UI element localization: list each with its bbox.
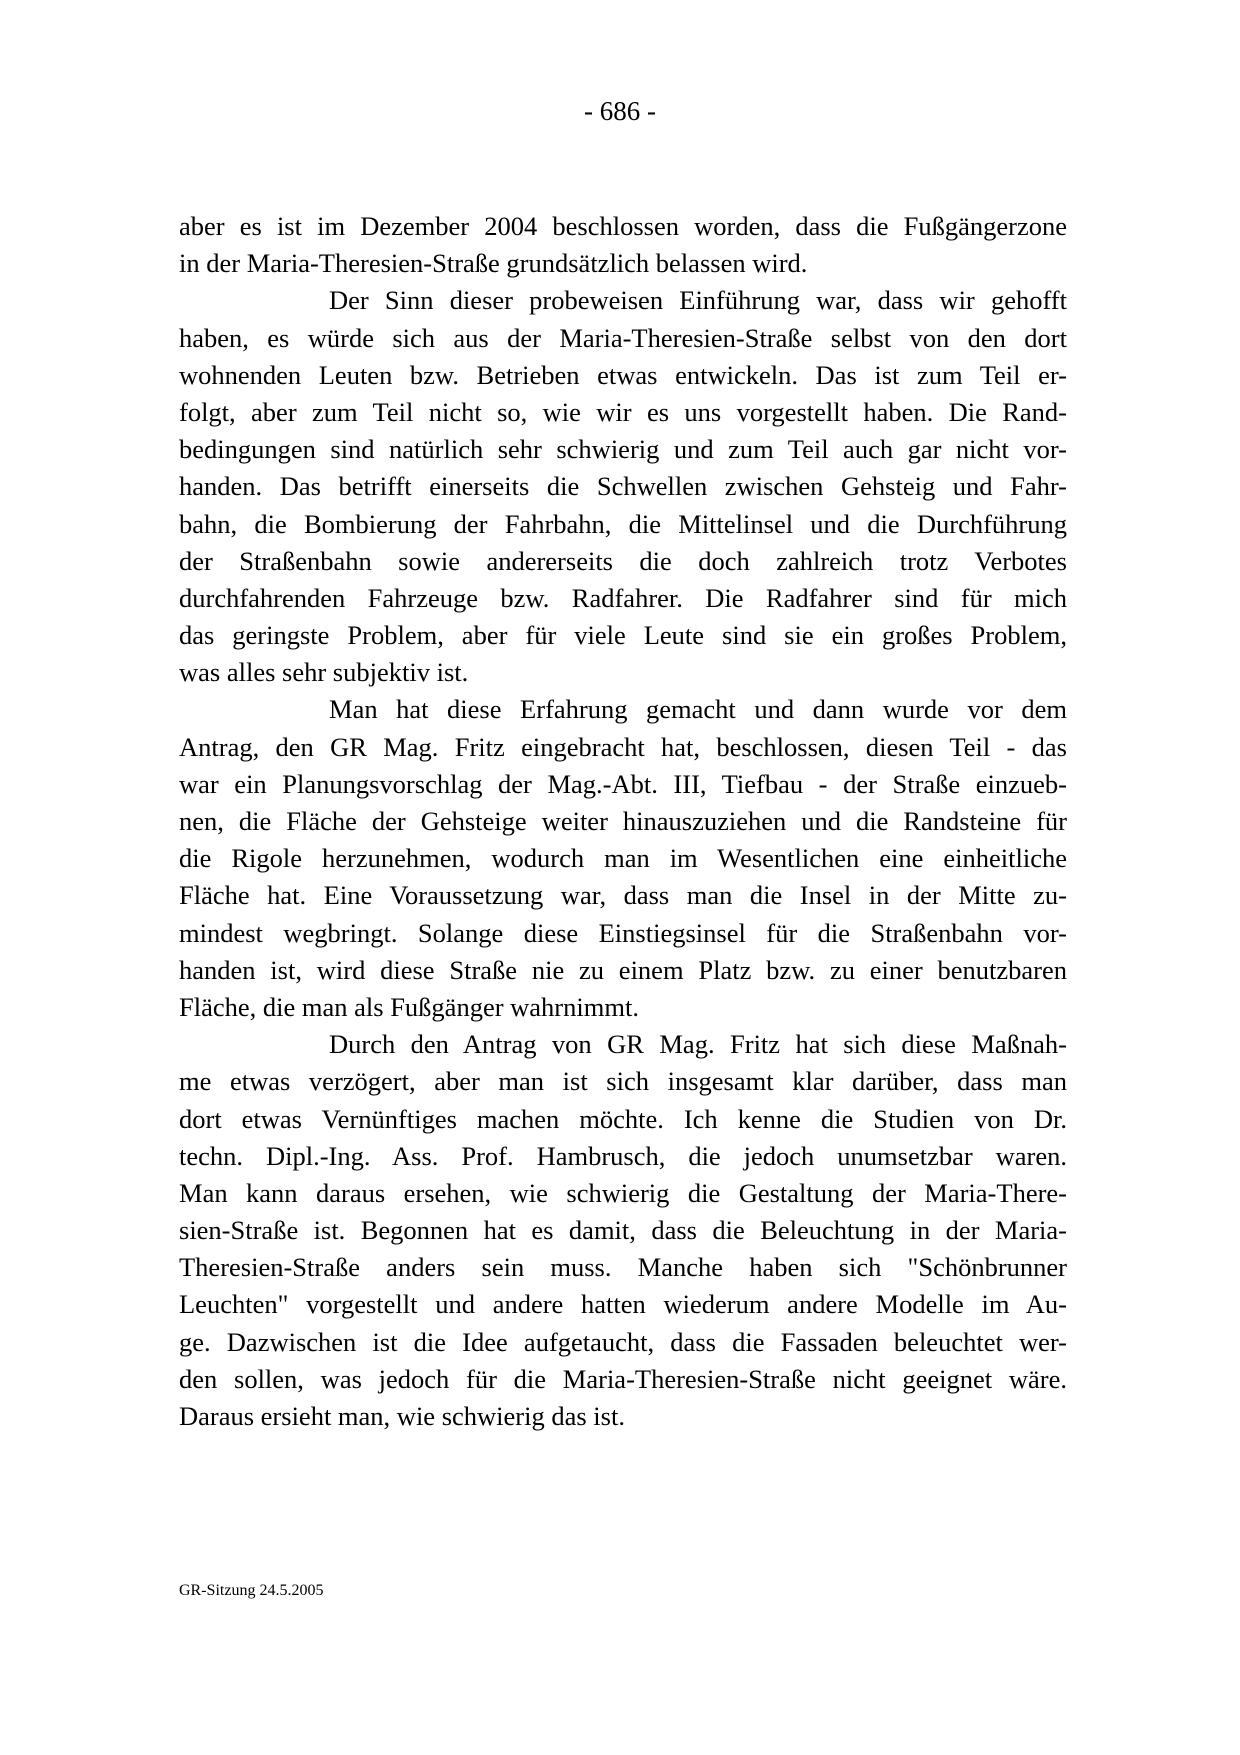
text-line: Man kann daraus ersehen, wie schwierig die Gestaltung der Maria-There-	[179, 1177, 1067, 1208]
text-line: Theresien-Straße anders sein muss. Manche haben sich "Schönbrunner	[179, 1252, 1067, 1283]
paragraph	[179, 691, 1067, 1026]
text-line: Der Sinn dieser probeweisen Einführung war, dass wir gehofft	[329, 285, 1067, 316]
text-line: Daraus ersieht man, wie schwierig das ist.	[179, 1401, 625, 1431]
text-line: aber es ist im Dezember 2004 beschlossen worden, dass die Fußgängerzone	[179, 211, 1067, 241]
text-line: techn. Dipl.-Ing. Ass. Prof. Hambrusch, die jedoch unumsetzbar waren.	[179, 1140, 1067, 1171]
text-line: Antrag, den GR Mag. Fritz eingebracht hat, beschlossen, diesen Teil - das	[179, 731, 1067, 762]
text-line: Durch den Antrag von GR Mag. Fritz hat sich diese Maßnah-	[329, 1029, 1067, 1060]
text-line: bahn, die Bombierung der Fahrbahn, die Mittelinsel und die Durchführung	[179, 508, 1067, 539]
text-line: ge. Dazwischen ist die Idee aufgetaucht, dass die Fassaden beleuchtet wer-	[179, 1326, 1067, 1357]
text-line: Man hat diese Erfahrung gemacht und dann wurde vor dem	[329, 694, 1067, 725]
text-line: handen. Das betrifft einerseits die Schwellen zwischen Gehsteig und Fahr-	[179, 471, 1067, 502]
page-number: - 686 -	[584, 96, 656, 126]
text-line: Fläche, die man als Fußgänger wahrnimmt.	[179, 991, 639, 1022]
paragraph	[179, 208, 1067, 282]
text-line: Leuchten" vorgestellt und andere hatten wiederum andere Modelle im Au-	[179, 1289, 1067, 1320]
text-line: was alles sehr subjektiv ist.	[179, 657, 469, 688]
document-body	[179, 208, 1067, 1435]
text-line: sien-Straße ist. Begonnen hat es damit, dass die Beleuchtung in der Maria-	[179, 1215, 1067, 1246]
text-line: war ein Planungsvorschlag der Mag.-Abt. III, Tiefbau - der Straße einzueb-	[179, 768, 1067, 799]
text-line: folgt, aber zum Teil nicht so, wie wir es uns vorgestellt haben. Die Rand-	[179, 396, 1067, 427]
text-line: wohnenden Leuten bzw. Betrieben etwas entwickeln. Das ist zum Teil er-	[179, 359, 1067, 390]
text-line: me etwas verzögert, aber man ist sich insgesamt klar darüber, dass man	[179, 1066, 1067, 1097]
text-line: nen, die Fläche der Gehsteige weiter hinauszuziehen und die Randsteine für	[179, 806, 1067, 836]
text-line: haben, es würde sich aus der Maria-Theresien-Straße selbst von den dort	[179, 322, 1067, 353]
text-line: mindest wegbringt. Solange diese Einstiegsinsel für die Straßenbahn vor-	[179, 917, 1067, 948]
text-line: Fläche hat. Eine Voraussetzung war, dass man die Insel in der Mitte zu-	[179, 880, 1067, 911]
text-line: dort etwas Vernünftiges machen möchte. Ich kenne die Studien von Dr.	[179, 1103, 1067, 1134]
paragraph	[179, 282, 1067, 691]
text-line: durchfahrenden Fahrzeuge bzw. Radfahrer. Die Radfahrer sind für mich	[179, 582, 1067, 613]
paragraph	[179, 1026, 1067, 1435]
text-line: das geringste Problem, aber für viele Leute sind sie ein großes Problem,	[179, 620, 1067, 651]
text-line: die Rigole herzunehmen, wodurch man im Wesentlichen eine einheitliche	[179, 843, 1067, 874]
text-line: in der Maria-Theresien-Straße grundsätzlich belassen wird.	[179, 248, 808, 279]
text-line: handen ist, wird diese Straße nie zu einem Platz bzw. zu einer benutzbaren	[179, 954, 1067, 985]
text-line: der Straßenbahn sowie andererseits die doch zahlreich trotz Verbotes	[179, 545, 1067, 576]
text-line: bedingungen sind natürlich sehr schwierig und zum Teil auch gar nicht vor-	[179, 434, 1067, 465]
text-line: den sollen, was jedoch für die Maria-Theresien-Straße nicht geeignet wäre.	[179, 1363, 1067, 1394]
page-footer: GR-Sitzung 24.5.2005	[179, 1582, 324, 1599]
